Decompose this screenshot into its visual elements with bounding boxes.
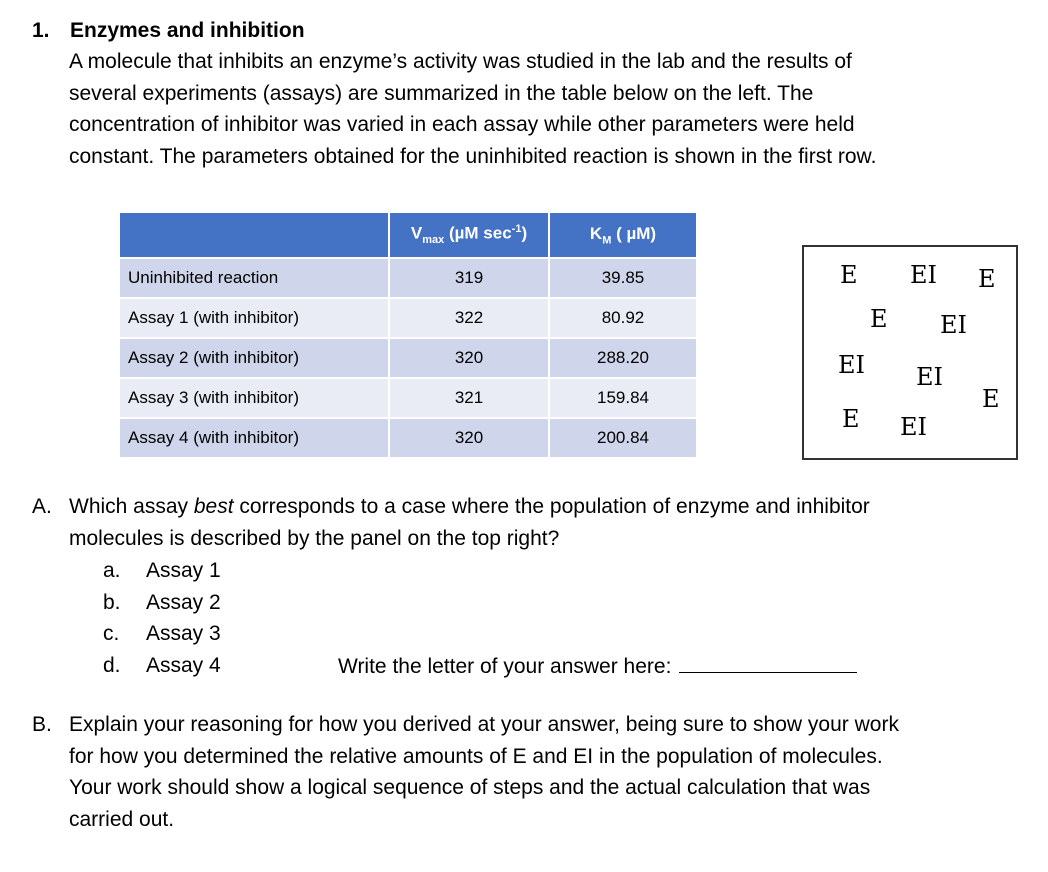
species-label: EI [910,261,937,289]
row-label: Uninhibited reaction [120,259,388,297]
species-label: EI [916,363,943,391]
part-a-text: corresponds to a case where the population of enzyme and inhibitor [233,495,870,518]
question-intro [69,46,1029,172]
part-b-letter: B. [32,713,52,736]
answer-options [103,555,221,681]
part-a-line: molecules is described by the panel on the top right? [69,526,560,550]
question-number: 1. [32,19,50,42]
row-label: Assay 1 (with inhibitor) [120,299,388,337]
vmax-symbol: V [410,224,423,244]
population-panel [802,245,1018,460]
answer-prompt-line [338,648,857,683]
species-label: EI [900,413,927,441]
option-text: Assay 1 [146,559,221,582]
row-km: 80.92 [550,299,696,337]
species-label: EI [940,311,967,339]
option-c [103,618,221,650]
option-letter: d. [103,653,121,677]
option-a [103,555,221,587]
part-b-line: Your work should show a logical sequence of steps and the actual calculation that was [69,776,871,799]
table-header-row [120,213,696,257]
table-row [120,259,696,297]
header-label-cell [120,213,388,257]
row-vmax: 320 [390,339,548,377]
part-b [32,709,899,835]
option-text: Assay 2 [146,590,221,614]
intro-line: several experiments (assays) are summarized in the table below on the left. The [69,81,814,105]
species-label: E [840,261,858,289]
assay-table [118,211,698,459]
species-label: EI [838,351,865,379]
header-km [550,213,696,257]
row-vmax: 320 [390,419,548,457]
table-row [120,299,696,337]
option-letter: c. [103,622,120,645]
intro-line: concentration of inhibitor was varied in each assay while other parameters were held [69,113,855,136]
row-label: Assay 2 (with inhibitor) [120,339,388,377]
part-b-line [32,709,899,741]
question-title: Enzymes and inhibition [70,19,305,42]
species-label: E [982,385,1000,413]
part-a [32,491,870,554]
part-a-letter: A. [32,495,52,518]
table-row [120,339,696,377]
part-a-line [32,491,870,523]
part-a-text: Which assay [69,495,194,518]
answer-blank[interactable] [679,648,857,673]
row-km: 159.84 [550,379,696,417]
part-b-line: for how you determined the relative amounts of E and EI in the population of molecules. [69,744,883,768]
vmax-close: ) [521,224,528,244]
vmax-unit: (µM sec [444,224,512,244]
row-vmax: 322 [390,299,548,337]
part-a-emphasis: best [193,495,234,518]
option-d [103,650,221,682]
row-km: 39.85 [550,259,696,297]
row-vmax: 319 [390,259,548,297]
option-text: Assay 3 [146,622,221,645]
row-label: Assay 3 (with inhibitor) [120,379,388,417]
intro-line: constant. The parameters obtained for the uninhibited reaction is shown in the first row. [69,144,877,168]
question-heading [32,16,305,46]
row-km: 200.84 [550,419,696,457]
part-b-text: Explain your reasoning for how you derived at your answer, being sure to show your work [69,713,899,736]
species-label: E [978,265,996,293]
km-unit: ( µM) [611,223,657,243]
row-vmax: 321 [390,379,548,417]
option-letter: a. [103,559,121,582]
table-row [120,379,696,417]
part-b-line: carried out. [69,807,175,831]
km-subscript: M [602,234,612,247]
table-row [120,419,696,457]
answer-prompt: Write the letter of your answer here: [338,655,672,678]
intro-line: A molecule that inhibits an enzyme’s activity was studied in the lab and the results of [69,50,852,73]
option-text: Assay 4 [146,653,221,677]
option-letter: b. [103,590,121,614]
species-label: E [870,305,888,333]
vmax-subscript: max [422,234,445,247]
vmax-superscript: -1 [511,223,522,236]
km-symbol: K [589,223,603,243]
species-label: E [842,405,860,433]
row-label: Assay 4 (with inhibitor) [120,419,388,457]
row-km: 288.20 [550,339,696,377]
option-b [103,587,221,619]
header-vmax [390,213,548,257]
